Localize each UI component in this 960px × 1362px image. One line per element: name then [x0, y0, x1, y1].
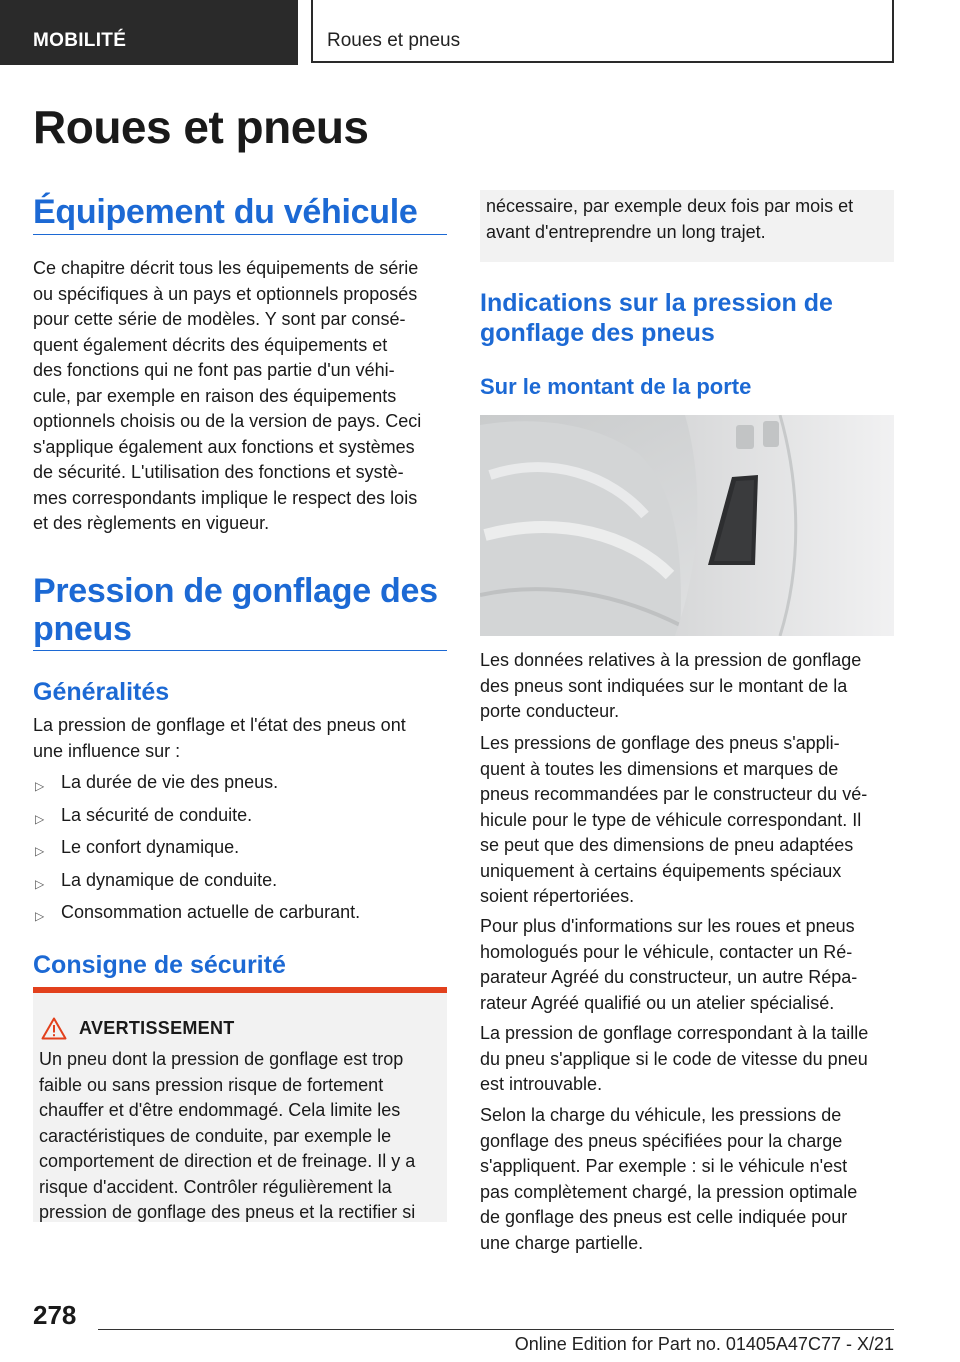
warning-triangle-icon: [41, 1017, 67, 1040]
warning-text: [39, 1047, 443, 1222]
heading-line: pneus: [33, 610, 132, 648]
text-line: pression de gonflage des pneus et la rectifier si: [39, 1202, 416, 1222]
general-intro: [33, 713, 447, 764]
triangle-bullet-icon: ▷: [35, 909, 45, 923]
pressure-heading-rule: [33, 650, 447, 651]
text-line: cule, par exemple en raison des équipements: [33, 385, 397, 406]
footer-rule: [98, 1329, 894, 1330]
text-line: de sécurité. L'utilisation des fonctions et systè-: [33, 462, 404, 482]
section-label: MOBILITÉ: [33, 30, 127, 51]
heading-line: Indications sur la pression de: [480, 289, 833, 317]
text-line: optionnels choisis ou de la version de pays. Ceci: [33, 411, 422, 431]
text-line: La pression de gonflage et l'état des pneus ont: [33, 715, 406, 735]
text-line: nécessaire, par exemple deux fois par mois et: [486, 196, 854, 216]
list-item: [33, 835, 447, 868]
heading-line: Pression de gonflage des: [33, 572, 438, 610]
text-line: Pour plus d'informations sur les roues et pneus: [480, 916, 855, 936]
door-pillar-heading: Sur le montant de la porte: [480, 374, 752, 399]
text-line: porte conducteur.: [480, 701, 620, 721]
text-line: des fonctions qui ne font pas partie d'un véhi-: [33, 360, 395, 380]
equip-heading-rule: [33, 234, 447, 235]
warning-continuation-box: [480, 190, 894, 262]
text-line: chauffer et d'être endommagé. Cela limite les: [39, 1100, 401, 1120]
text-line: Ce chapitre décrit tous les équipements de série: [33, 258, 419, 278]
page-title: Roues et pneus: [33, 101, 369, 153]
text-line: Selon la charge du véhicule, les pressions de: [480, 1105, 842, 1125]
triangle-bullet-icon: ▷: [35, 844, 45, 858]
door-pillar-photo: [480, 415, 894, 636]
list-item-text: La dynamique de conduite.: [61, 869, 278, 890]
text-line: quent à toutes les dimensions et marques de: [480, 758, 839, 779]
section-tab: [0, 0, 298, 65]
text-line: une charge partielle.: [480, 1232, 644, 1253]
paragraph-1: [480, 648, 894, 725]
list-item-text: Consommation actuelle de carburant.: [61, 902, 361, 922]
text-line: pas complètement chargé, la pression optimale: [480, 1181, 858, 1202]
indications-heading: [480, 288, 833, 348]
equip-heading: Équipement du véhicule: [33, 193, 418, 231]
text-line: ou spécifiques à un pays et optionnels proposés: [33, 283, 418, 304]
text-line: homologués pour le véhicule, contacter un Ré-: [480, 941, 853, 962]
list-item: [33, 803, 447, 836]
text-line: soient répertoriées.: [480, 886, 635, 906]
influence-list: [33, 770, 447, 933]
paragraph-3: [480, 914, 894, 1016]
text-line: Un pneu dont la pression de gonflage est trop: [39, 1049, 404, 1069]
pressure-heading: [33, 572, 438, 648]
text-line: des pneus sont indiquées sur le montant de la: [480, 675, 848, 696]
text-line: faible ou sans pression risque de fortement: [39, 1074, 384, 1095]
text-line: une influence sur :: [33, 740, 181, 761]
list-item: [33, 900, 447, 933]
text-line: du pneu s'applique si le code de vitesse du pneu: [480, 1048, 868, 1069]
text-line: se peut que des dimensions de pneu adaptées: [480, 835, 854, 855]
text-line: uniquement à certains équipements spéciaux: [480, 860, 842, 881]
text-line: s'appliquent. Par exemple : si le véhicule n'est: [480, 1156, 848, 1176]
paragraph-4: [480, 1021, 894, 1098]
page-number: 278: [33, 1300, 77, 1330]
text-line: Les données relatives à la pression de gonflage: [480, 650, 862, 670]
paragraph-5: [480, 1103, 894, 1256]
text-line: rateur Agréé qualifié ou un atelier spécialisé.: [480, 992, 835, 1013]
equip-paragraph: [33, 256, 447, 537]
text-line: de gonflage des pneus est celle indiquée pour: [480, 1207, 848, 1227]
text-line: pneus recommandées par le constructeur du vé-: [480, 784, 868, 804]
chapter-tab: [311, 0, 894, 63]
text-line: comportement de direction et de freinage. Il y a: [39, 1151, 416, 1171]
chapter-label: Roues et pneus: [327, 30, 461, 51]
text-line: quent également décrits des équipements et: [33, 334, 388, 355]
list-item: [33, 868, 447, 901]
text-line: risque d'accident. Contrôler régulièrement la: [39, 1176, 392, 1197]
general-heading: Généralités: [33, 678, 170, 706]
list-item-text: La durée de vie des pneus.: [61, 772, 279, 792]
text-line: caractéristiques de conduite, par exemple le: [39, 1125, 392, 1146]
warning-continuation-text: [486, 194, 886, 245]
text-line: s'applique également aux fonctions et systèmes: [33, 436, 415, 457]
text-line: Les pressions de gonflage des pneus s'appli-: [480, 733, 840, 753]
text-line: est introuvable.: [480, 1074, 603, 1094]
text-line: et des règlements en vigueur.: [33, 513, 270, 533]
list-item: [33, 770, 447, 803]
warning-label: AVERTISSEMENT: [79, 1018, 235, 1038]
edition-note: Online Edition for Part no. 01405A47C77 - X/21: [514, 1334, 894, 1354]
heading-line: gonflage des pneus: [480, 319, 715, 347]
triangle-bullet-icon: ▷: [35, 876, 45, 891]
text-line: avant d'entreprendre un long trajet.: [486, 221, 766, 242]
list-item-text: La sécurité de conduite.: [61, 804, 253, 825]
list-item-text: Le confort dynamique.: [61, 837, 240, 857]
text-line: pour cette série de modèles. Y sont par consé-: [33, 309, 406, 329]
triangle-bullet-icon: ▷: [35, 779, 45, 793]
paragraph-2: [480, 731, 894, 910]
text-line: gonflage des pneus spécifiées pour la charge: [480, 1130, 843, 1151]
text-line: hicule pour le type de véhicule correspondant. Il: [480, 809, 862, 830]
text-line: La pression de gonflage correspondant à la taille: [480, 1023, 869, 1043]
safety-heading: Consigne de sécurité: [33, 951, 286, 979]
text-line: parateur Agréé du constructeur, un autre Répa-: [480, 967, 858, 987]
text-line: mes correspondants implique le respect des lois: [33, 487, 418, 508]
warning-box: [33, 987, 447, 1222]
triangle-bullet-icon: ▷: [35, 811, 45, 826]
